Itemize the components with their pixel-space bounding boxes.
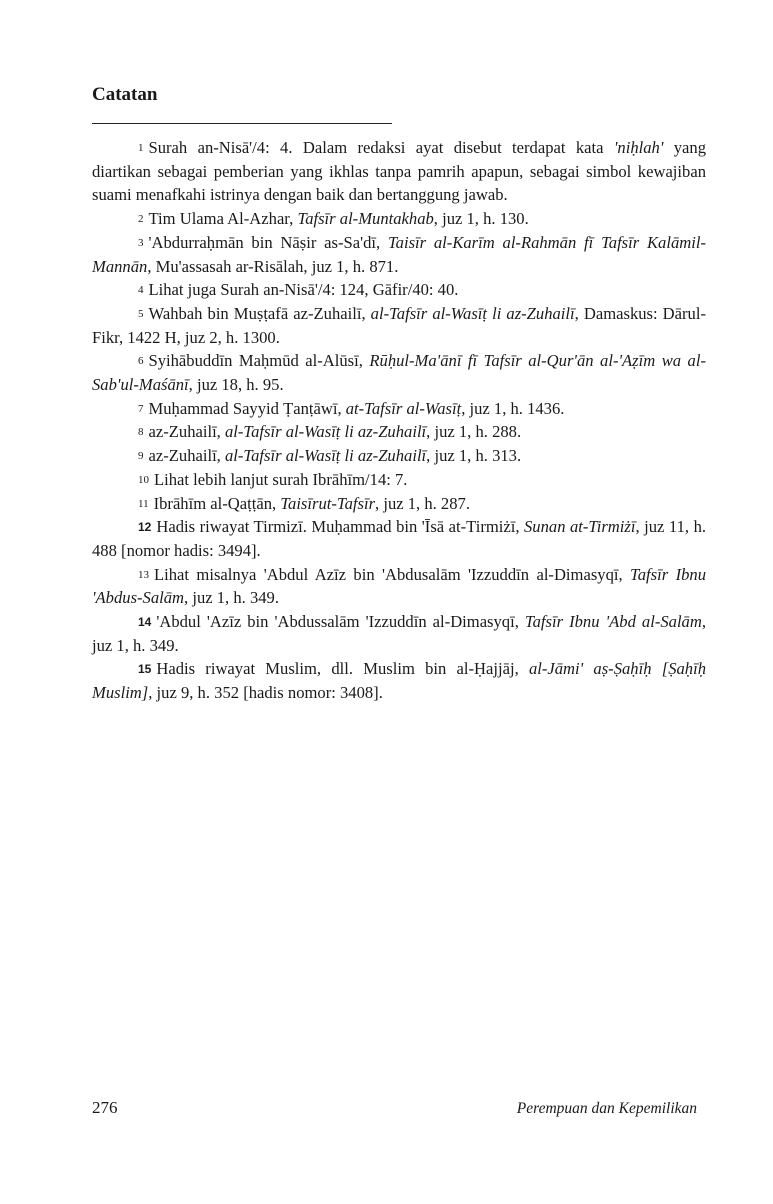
endnote-text: az-Zuhailī, xyxy=(148,422,225,442)
endnote-11 xyxy=(92,492,706,516)
endnote-title: Tafsīr al-Muntakhab xyxy=(297,209,434,229)
endnote-text: Ibrāhīm al-Qaṭṭān, xyxy=(153,493,281,513)
endnote-title: Sunan at-Tirmiżī xyxy=(524,517,636,537)
endnote-text: , juz 1, h. 287. xyxy=(375,493,470,513)
endnote-title: Tafsīr Ibnu 'Abdus-Salām xyxy=(92,564,707,608)
endnote-text: Muḥammad Sayyid Ṭanṭāwī, xyxy=(148,398,346,418)
endnote-number: 6 xyxy=(138,355,144,368)
endnote-12 xyxy=(92,515,706,562)
endnote-5 xyxy=(92,302,706,349)
endnote-text: , juz 1, h. 1436. xyxy=(461,398,565,418)
endnotes-list xyxy=(92,136,706,705)
endnote-6 xyxy=(92,349,706,396)
endnote-text: , juz 1, h. 130. xyxy=(433,209,529,229)
endnote-number: 8 xyxy=(138,426,144,439)
endnote-text: , Mu'assasah ar-Risālah, juz 1, h. 871. xyxy=(147,256,399,276)
endnote-title: Tafsīr Ibnu 'Abd al-Salām xyxy=(524,612,702,632)
endnote-title: al-Jāmi' aṣ-Ṣaḥīḥ [Ṣaḥīḥ Muslim] xyxy=(92,659,706,703)
endnote-text: Syihābuddīn Maḥmūd al-Alūsī, xyxy=(148,351,370,371)
endnote-title: al-Tafsīr al-Wasīṭ li az-Zuhailī xyxy=(224,446,427,466)
endnote-text: , juz 1, h. 349. xyxy=(92,612,706,655)
endnote-9 xyxy=(92,444,706,468)
endnote-15 xyxy=(92,657,706,704)
endnote-2 xyxy=(92,207,706,231)
endnote-14 xyxy=(92,610,706,657)
endnote-number: 5 xyxy=(138,307,144,320)
endnote-text: az-Zuhailī, xyxy=(148,446,225,466)
endnote-text: Lihat misalnya 'Abdul Azīz bin 'Abdusalām 'Izzuddīn al-Dimasyqī, xyxy=(154,564,631,584)
endnote-13 xyxy=(92,563,706,610)
endnote-1 xyxy=(92,136,706,207)
endnote-text: , juz 1, h. 313. xyxy=(426,446,522,466)
endnote-text: yang diartikan sebagai pemberian yang ikhlas tanpa pamrih apapun, sebagai simbol kewajiban suami menafkahi istrinya dengan baik dan bertanggung jawab. xyxy=(92,138,706,205)
endnote-text: Lihat lebih lanjut surah Ibrāhīm/14: 7. xyxy=(154,469,408,489)
endnote-number: 7 xyxy=(138,402,144,415)
endnote-text: Surah an-Nisā'/4: 4. Dalam redaksi ayat disebut terdapat kata xyxy=(148,138,614,157)
endnote-title: al-Tafsīr al-Wasīṭ li az-Zuhailī xyxy=(370,303,575,323)
endnote-title: 'niḥlah' xyxy=(613,138,664,157)
endnote-number: 13 xyxy=(138,568,149,581)
endnote-title: al-Tafsīr al-Wasīṭ li az-Zuhailī xyxy=(224,422,427,442)
endnote-number: 2 xyxy=(138,213,144,226)
endnote-number: 3 xyxy=(138,236,144,249)
section-heading: Catatan xyxy=(92,84,158,105)
endnote-number: 11 xyxy=(138,497,149,510)
endnote-text: , juz 1, h. 349. xyxy=(184,588,279,608)
endnote-3 xyxy=(92,231,706,278)
endnote-text: 'Abdurraḥmān bin Nāṣir as-Sa'dī, xyxy=(148,232,388,252)
endnote-text: Hadis riwayat Muslim, dll. Muslim bin al-Ḥajjāj, xyxy=(156,659,529,679)
endnote-4 xyxy=(92,278,706,302)
endnote-text: 'Abdul 'Azīz bin 'Abdussalām 'Izzuddīn al-Dimasyqī, xyxy=(156,612,525,632)
endnote-text: , juz 1, h. 288. xyxy=(426,422,522,442)
endnote-number: 4 xyxy=(138,284,144,297)
running-title: Perempuan dan Kepemilikan xyxy=(516,1100,697,1117)
endnote-text: , juz 18, h. 95. xyxy=(188,375,284,395)
endnote-number: 12 xyxy=(138,520,152,535)
endnote-8 xyxy=(92,420,706,444)
endnote-number: 10 xyxy=(138,473,149,486)
endnote-text: , juz 11, h. 488 [nomor hadis: 3494]. xyxy=(92,517,707,560)
endnote-title: Rūḥul-Ma'ānī fī Tafsīr al-Qur'ān al-'Aẓīm wa al-Sab'ul-Maśānī xyxy=(92,351,706,395)
endnote-number: 9 xyxy=(138,450,144,463)
footnote-divider xyxy=(92,123,392,124)
endnote-number: 14 xyxy=(138,615,152,630)
endnote-text: , Damaskus: Dārul-Fikr, 1422 H, juz 2, h. 1300. xyxy=(92,303,706,347)
endnote-text: Hadis riwayat Tirmizī. Muḥammad bin 'Īsā at-Tirmiżī, xyxy=(156,517,524,537)
endnote-title: Taisīr al-Karīm al-Rahmān fī Tafsīr Kalāmil-Mannān xyxy=(92,232,706,276)
endnote-number: 15 xyxy=(138,662,152,677)
page-number: 276 xyxy=(92,1098,118,1117)
endnote-text: Tim Ulama Al-Azhar, xyxy=(148,209,298,229)
endnote-title: at-Tafsīr al-Wasīṭ xyxy=(345,398,462,418)
endnote-7 xyxy=(92,397,706,421)
endnote-title: Taisīrut-Tafsīr xyxy=(280,493,376,513)
endnote-text: Lihat juga Surah an-Nisā'/4: 124, Gāfir/40: 40. xyxy=(148,280,459,300)
endnote-10 xyxy=(92,468,706,492)
endnote-number: 1 xyxy=(138,142,144,154)
endnote-text: , juz 9, h. 352 [hadis nomor: 3408]. xyxy=(148,683,383,703)
endnote-text: Wahbah bin Muṣṭafā az-Zuhailī, xyxy=(148,303,371,323)
